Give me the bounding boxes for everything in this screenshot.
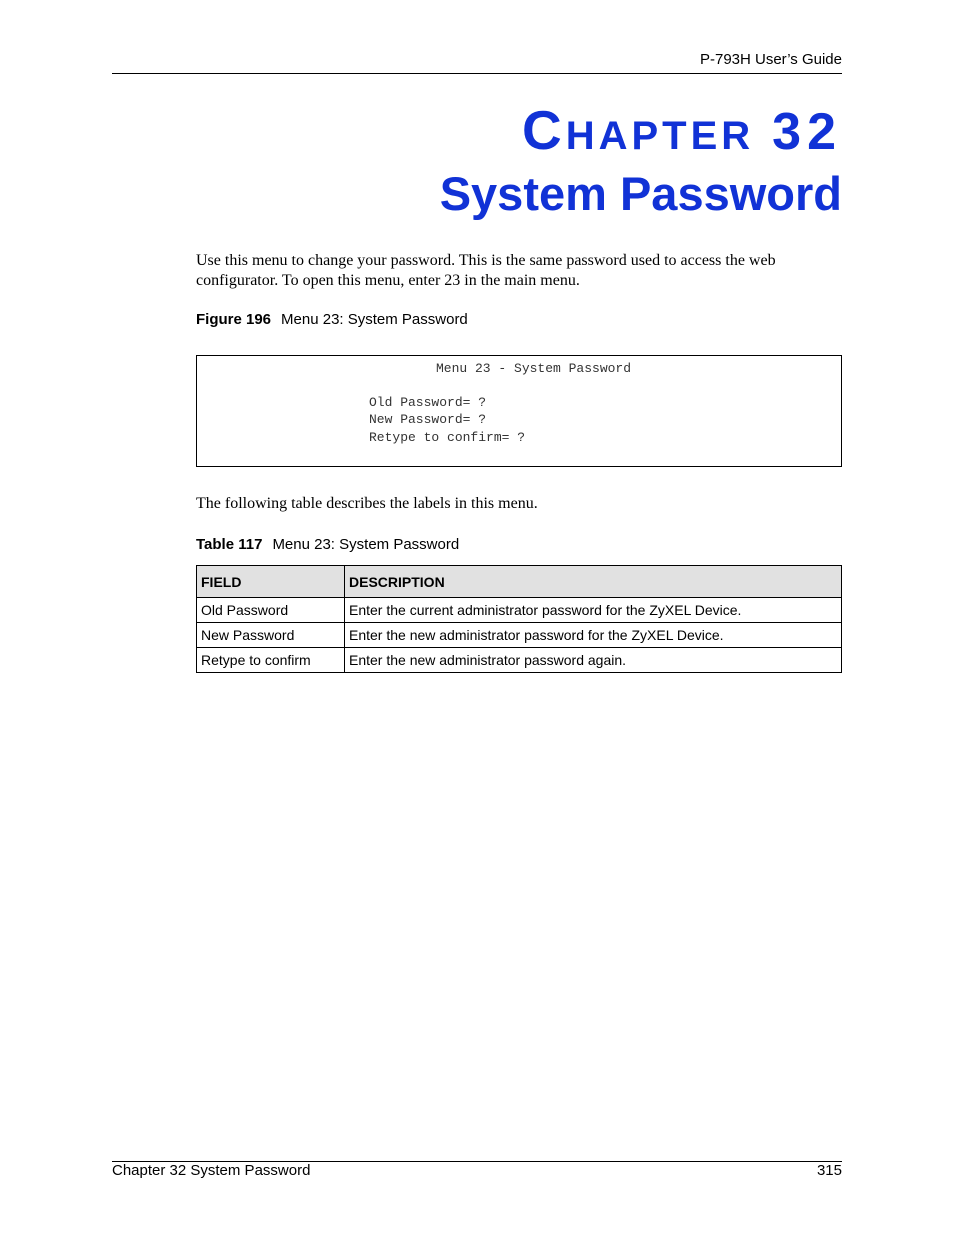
header-field: FIELD bbox=[197, 566, 345, 598]
chapter-title: System Password bbox=[439, 167, 842, 220]
header-rule bbox=[112, 73, 842, 74]
table-cell-field: New Password bbox=[197, 623, 345, 648]
screen-line-retype: Retype to confirm= ? bbox=[369, 430, 526, 445]
running-header: P-793H User’s Guide bbox=[699, 51, 842, 68]
screen-line-old-password: Old Password= ? bbox=[369, 395, 487, 410]
chapter-label-initial: C bbox=[521, 99, 566, 161]
screen-title: Menu 23 - System Password bbox=[436, 361, 632, 376]
menu-screen bbox=[196, 355, 842, 467]
table-cell-description: Enter the new administrator password again. bbox=[345, 648, 842, 673]
chapter-number: 32 bbox=[772, 103, 842, 161]
table-header-row bbox=[197, 566, 842, 598]
header-description: DESCRIPTION bbox=[345, 566, 842, 598]
table-intro: The following table describes the labels in this menu. bbox=[196, 495, 538, 512]
footer-chapter: Chapter 32 System Password bbox=[112, 1162, 311, 1179]
table-number: Table 117 bbox=[196, 536, 263, 553]
chapter-label-rest: HAPTER bbox=[565, 114, 755, 158]
table-cell-description: Enter the new administrator password for the ZyXEL Device. bbox=[345, 623, 842, 648]
table-caption bbox=[196, 536, 459, 553]
figure-caption-text: Menu 23: System Password bbox=[281, 311, 468, 328]
table-caption-text: Menu 23: System Password bbox=[272, 536, 460, 553]
table-cell-field: Retype to confirm bbox=[197, 648, 345, 673]
table-row bbox=[197, 598, 842, 623]
chapter-label bbox=[522, 98, 842, 162]
figure-caption bbox=[196, 311, 468, 328]
table-cell-description: Enter the current administrator password for the ZyXEL Device. bbox=[345, 598, 842, 623]
description-table bbox=[196, 565, 842, 673]
intro-paragraph: Use this menu to change your password. This is the same password used to access the web configurator. To open this menu, enter 23 in the main menu. bbox=[196, 252, 776, 289]
screen-line-new-password: New Password= ? bbox=[369, 412, 487, 427]
figure-number: Figure 196 bbox=[196, 311, 272, 328]
table-cell-field: Old Password bbox=[197, 598, 345, 623]
page-number: 315 bbox=[816, 1162, 842, 1179]
table-row bbox=[197, 623, 842, 648]
table-row bbox=[197, 648, 842, 673]
